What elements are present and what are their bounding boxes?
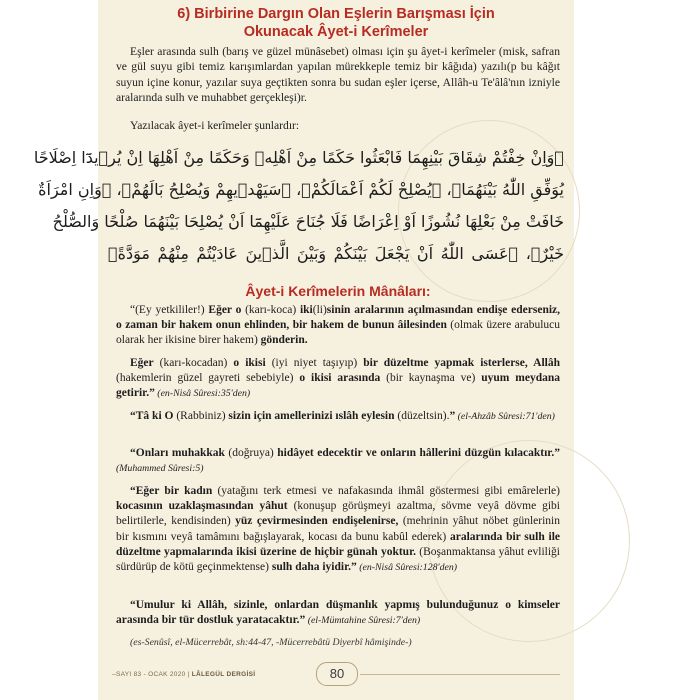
text-run-bold: hidâyet edecektir ve onların hâllerini düzgün kılacaktır.”	[277, 447, 560, 459]
source-citation: (el-Ahzâb Sûresi:71'den)	[455, 411, 555, 422]
text-run-bold: o ikisi	[233, 357, 266, 369]
text-run-bold: uyum meydana getirir.”	[116, 372, 560, 400]
issue-label: SAYI 83 - OCAK 2020	[116, 671, 186, 678]
text-run-bold: kocasının uzaklaşmasından yâhut	[116, 500, 288, 513]
text-run: (düzeltsin).	[394, 410, 450, 422]
text-run: (iyi niyet taşıyıp)	[265, 357, 364, 369]
text-run: (karı-kocadan)	[153, 357, 234, 369]
text-run: (Rabbiniz)	[173, 410, 229, 422]
text-run: (li)	[312, 304, 327, 316]
text-run-bold: “Eğer bir kadın	[130, 485, 213, 497]
text-run-bold: sizin için amellerinizi ıslâh eylesin	[228, 410, 395, 422]
magazine-page	[33, 0, 574, 700]
page-title-line-2: Okunacak Âyet-i Kerîmeler	[243, 24, 429, 40]
text-run: (karı-koca)	[241, 304, 300, 316]
meaning-paragraph-6	[116, 598, 560, 628]
text-run: “(Ey yetkililer!)	[130, 304, 209, 316]
text-run-bold: Eğer	[130, 357, 154, 369]
page-footer	[98, 658, 574, 700]
arabic-line-2: يُوَفِّقِ اللّٰهُ بَيْنَهُمَا﴾، ﴿يُصْلِحْ لَكُمْ اَعْمَالَكُمْ﴾، ﴿سَيَهْد۪يهِمْ وَيُصْلِحُ بَالَهُمْ﴾، ﴿وَاِنِ امْرَاَةٌ	[38, 180, 564, 199]
text-run-bold: yüz çevirmesinden endişelenirse,	[235, 515, 399, 528]
text-run: (mehrinin yâhut nöbet günlerinin bir kısmını veyâ tamâmını bağışlayarak, kocası da bunu kabûl ederek)	[116, 515, 561, 543]
text-run-bold: ”	[449, 410, 456, 422]
text-run-bold: sulh daha iyidir.”	[271, 561, 357, 574]
meaning-paragraph-1	[116, 303, 560, 349]
text-run-bold: “Umulur ki Allâh, sizinle, onlardan düşmanlık yapmış bulunduğunuz o kimseler arasında bir tür dostluk yaratacaktır.”	[116, 599, 560, 627]
text-run-bold: “Onları muhakkak	[130, 447, 225, 459]
text-run: (konuşup görüşmeyi azaltma, sövme veyâ dövme gibi belirtilerle, kendisinden)	[116, 500, 560, 528]
text-run: (yatağını terk etmesi ve nafakasında ihmâl göstermesi gibi emârelerle)	[212, 485, 560, 497]
source-citation: (el-Mümtahine Sûresi:7'den)	[305, 615, 421, 627]
arabic-line-1: ﴿وَاِنْ خِفْتُمْ شِقَاقَ بَيْنِهِمَا فَابْعَثُوا حَكَمًا مِنْ اَهْلِهٖ وَحَكَمًا مِنْ اَهْلِهَا اِنْ يُر۪يدَٓا اِصْلَاحًا	[33, 148, 564, 167]
text-run-bold: iki	[299, 304, 313, 316]
verses-label: Yazılacak âyet-i kerîmeler şunlardır:	[130, 119, 300, 132]
source-citation: (en-Nisâ Sûresi:35'den)	[154, 388, 251, 400]
arabic-line-4: خَيْرٌ﴾، ﴿عَسَى اللّٰهُ اَنْ يَجْعَلَ بَيْنَكُمْ وَبَيْنَ الَّذ۪ينَ عَادَيْتُمْ مِنْهُمْ مَوَدَّةً﴾	[108, 244, 564, 263]
footer-separator: |	[187, 671, 190, 678]
text-run: (Boşanmaktansa yâhut evliliği sürdürüp de kötü geçinmektense)	[116, 545, 560, 574]
source-citation: (en-Nisâ Sûresi:128'den)	[356, 562, 458, 574]
text-run-bold: o ikisi arasında	[299, 372, 381, 385]
text-run-bold: bir düzeltme yapmak isterlerse, Allâh	[363, 357, 560, 369]
reference-citation: (es-Senûsî, el-Mücerrebât, sh:44-47, -Mücerrebâtü Diyerbî hâmişinde-)	[130, 637, 412, 648]
meaning-paragraph-3	[116, 409, 560, 424]
magazine-name: LÂLEGÜL DERGİSİ	[191, 671, 256, 678]
text-run: (bir kaynaşma ve)	[380, 372, 482, 385]
text-run-bold: sinin aralarının açılmasından endişe ederseniz, o zaman bir hakem onun ehlinden, bir hakem de bunun âilesinden	[116, 304, 561, 332]
text-run-bold: aralarında bir sulh ile düzeltme yapmalarında ikisi üzerine de hiçbir günah yoktur.	[116, 530, 560, 558]
text-run-bold: “Tâ ki O	[130, 410, 174, 422]
arabic-line-3: خَافَتْ مِنْ بَعْلِهَا نُشُوزًا اَوْ اِعْرَاضًا فَلَا جُنَاحَ عَلَيْهِمَٓا اَنْ يُصْلِحَا بَيْنَهُمَا صُلْحًا وَالصُّلْحُ	[52, 212, 564, 231]
intro-paragraph: Eşler arasında sulh (barış ve güzel münâsebet) olması için şu âyet-i kerîmeler (misk, safran ve gül suyu gibi temiz karışımlardan yapılan mürekkeple temiz bir kâğıda) yazılı(p bu kâğıt suyun içine konur, yazılar suya geçtikten sonra bu sudan eşler içerse, Allâh-u Te'âlâ'nın izniyle aralarında sulh ve muhabbet gerçekleşi)r.	[116, 45, 560, 105]
meaning-paragraph-2	[116, 356, 560, 402]
page-number: 80	[316, 662, 358, 686]
text-run-bold: gönderin.	[260, 334, 308, 347]
page-title-line-1: 6) Birbirine Dargın Olan Eşlerin Barışması İçin	[177, 6, 495, 22]
text-run: (olmak üzere arabulucu olarak her ikisine birer hakem)	[116, 319, 560, 347]
arabic-verses	[33, 140, 564, 272]
meaning-paragraph-5	[116, 484, 560, 575]
meanings-title: Âyet-i Kerîmelerin Mânâları:	[245, 283, 431, 299]
text-run: (doğruya)	[224, 447, 278, 459]
text-run: (hakemlerin güzel gayreti sebebiyle)	[116, 372, 300, 385]
source-citation: (Muhammed Sûresi:5)	[116, 463, 204, 475]
text-run-bold: Eğer o	[208, 304, 242, 316]
meaning-paragraph-4	[116, 446, 560, 476]
